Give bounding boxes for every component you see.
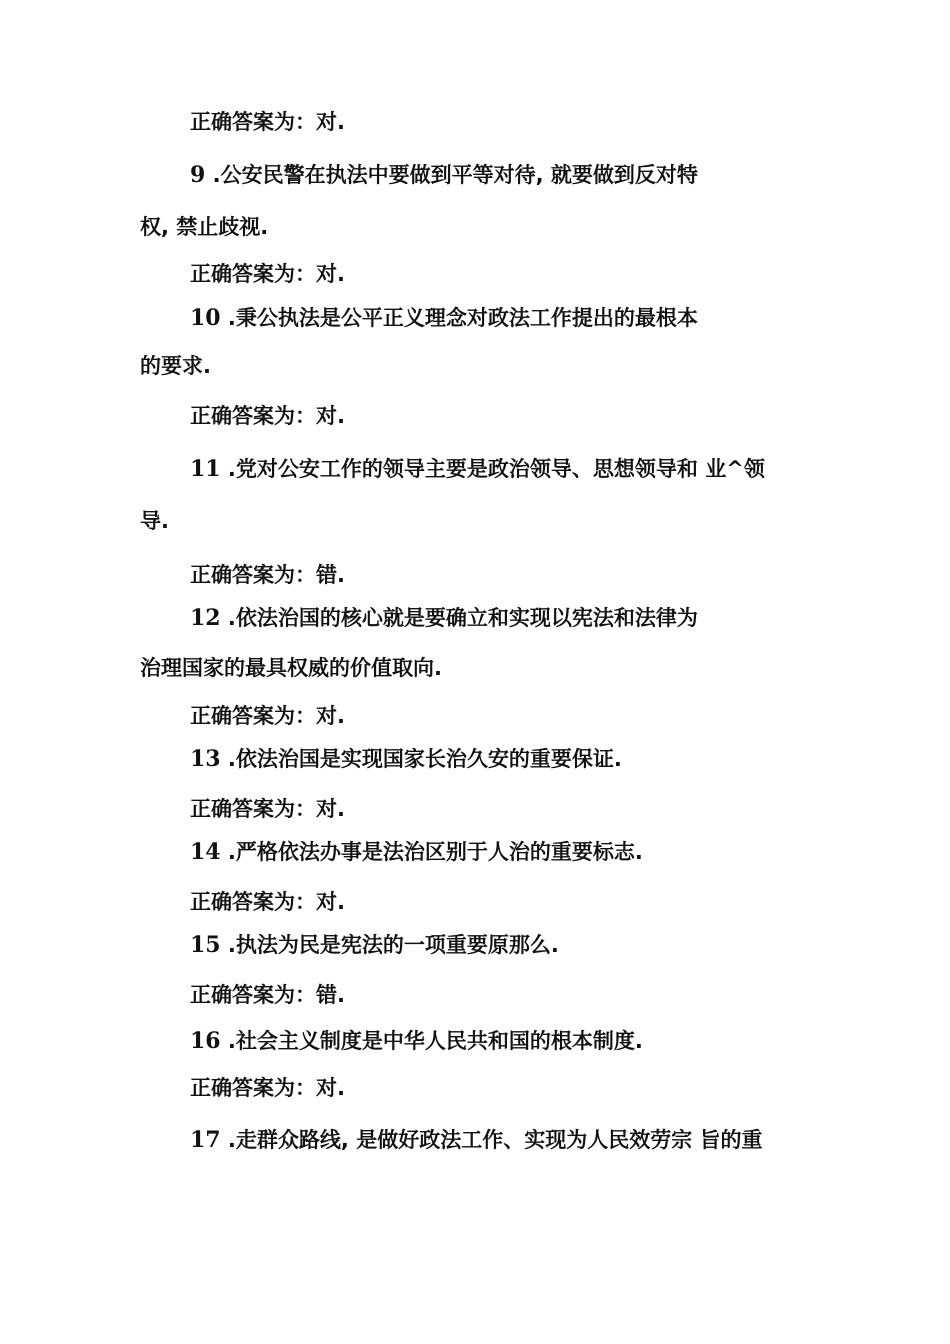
question-line [190, 1125, 763, 1155]
question-line [190, 160, 698, 190]
line-text: 权, 禁止歧视. [140, 215, 269, 239]
line-text: .公安民警在执法中要做到平等对待, 就要做到反对特 [205, 163, 698, 187]
answer-line [190, 401, 345, 431]
line-text: 正确答案为：错. [190, 983, 345, 1007]
answer-line [190, 980, 345, 1010]
question-number: 12 [190, 605, 221, 631]
continuation-line [140, 506, 169, 536]
line-text: .走群众路线, 是做好政法工作、实现为人民效劳宗 旨的重 [220, 1128, 763, 1152]
line-text: 正确答案为：对. [190, 797, 345, 821]
question-number: 15 [190, 932, 221, 958]
answer-line [190, 259, 345, 289]
question-number: 14 [190, 839, 221, 865]
line-text: 导. [140, 509, 169, 533]
line-text: 正确答案为：对. [190, 704, 345, 728]
answer-line [190, 560, 345, 590]
question-line [190, 837, 643, 867]
line-text: .依法治国的核心就是要确立和实现以宪法和法律为 [220, 606, 698, 630]
answer-line [190, 1073, 345, 1103]
question-number: 16 [190, 1028, 221, 1054]
line-text: 正确答案为：对. [190, 110, 345, 134]
question-number: 13 [190, 746, 221, 772]
answer-line [190, 107, 345, 137]
line-text: .依法治国是实现国家长治久安的重要保证. [220, 747, 622, 771]
answer-line [190, 794, 345, 824]
question-line [190, 303, 698, 333]
line-text: 的要求. [140, 354, 211, 378]
line-text: 正确答案为：对. [190, 262, 345, 286]
question-line [190, 1026, 643, 1056]
continuation-line [140, 653, 442, 683]
line-text: .党对公安工作的领导主要是政治领导、思想领导和 业^领 [220, 457, 765, 481]
question-number: 10 [190, 305, 221, 331]
question-number: 17 [190, 1127, 221, 1153]
question-line [190, 930, 559, 960]
answer-line [190, 701, 345, 731]
line-text: .执法为民是宪法的一项重要原那么. [220, 933, 559, 957]
line-text: 正确答案为：错. [190, 563, 345, 587]
line-text: .严格依法办事是法治区别于人治的重要标志. [220, 840, 643, 864]
question-line [190, 454, 765, 484]
continuation-line [140, 351, 211, 381]
answer-line [190, 887, 345, 917]
line-text: 治理国家的最具权威的价值取向. [140, 656, 442, 680]
question-number: 9 [190, 162, 206, 188]
continuation-line [140, 212, 268, 242]
line-text: .社会主义制度是中华人民共和国的根本制度. [220, 1029, 643, 1053]
line-text: .秉公执法是公平正义理念对政法工作提出的最根本 [220, 306, 698, 330]
line-text: 正确答案为：对. [190, 890, 345, 914]
question-line [190, 603, 698, 633]
line-text: 正确答案为：对. [190, 1076, 345, 1100]
question-number: 11 [190, 456, 221, 482]
line-text: 正确答案为：对. [190, 404, 345, 428]
question-line [190, 744, 622, 774]
